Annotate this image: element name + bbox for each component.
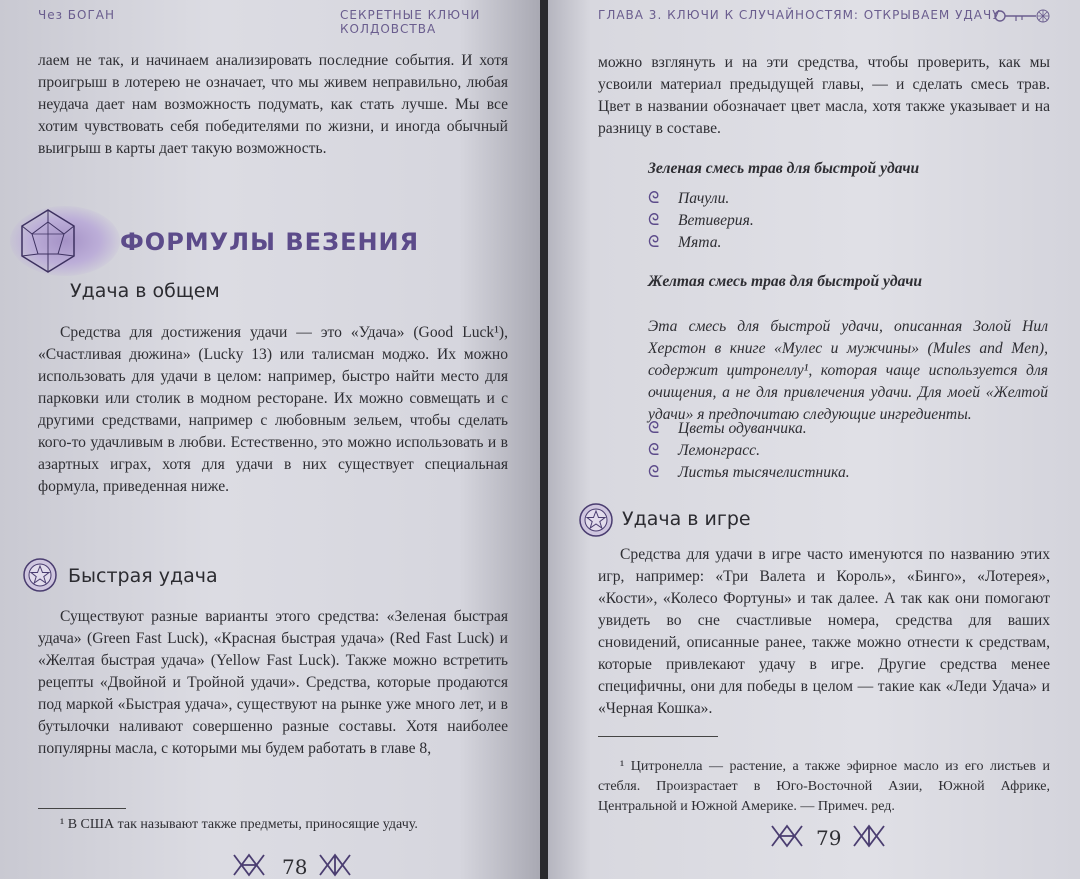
green-ingredients-list: [648, 188, 754, 254]
swirl-bullet-icon: ᘓ: [648, 442, 660, 459]
list-item: ᘓ Листья тысячелистника.: [648, 462, 850, 484]
page-number-left: 78: [282, 855, 308, 879]
footnote-divider: [598, 736, 718, 737]
swirl-bullet-icon: ᘓ: [648, 234, 660, 251]
right-intro-paragraph: можно взглянуть и на эти средства, чтобы проверить, как мы усвоили материал предыдущей главы, — и сделать смесь трав. Цвет в названии обозначает цвет масла, хотя также указывает и на разницу в составе.: [598, 54, 1050, 137]
yellow-recipe-text: Эта смесь для быстрой удачи, описанная Золой Нил Херстон в книге «Мулес и мужчины» (Mules and Men), содержит цитронеллу¹, которая чаще используется для очищения, а не для привлечения удачи. Для моей «Желтой удачи» я предпочитаю следующие ингредиенты.: [648, 317, 1048, 423]
list-item: ᘓ Цветы одуванчика.: [648, 418, 850, 440]
running-book-title: СЕКРЕТНЫЕ КЛЮЧИ КОЛДОВСТВА: [340, 8, 481, 36]
rune-ornament-icon: [232, 853, 266, 877]
footnote-right: ¹ Цитронелла — растение, а также эфирное масло из его листьев и стебля. Произрастает в Юго-Восточной Азии, Южной Африке, Центральной и Южной Америке. — Примеч. ред.: [598, 759, 1050, 814]
footnote-divider: [38, 808, 126, 809]
rune-ornament-icon: [852, 824, 886, 848]
fast-luck-paragraph: Существуют разные варианты этого средства: «Зеленая быстрая удача» (Green Fast Luck), «Красная быстрая удача» (Red Fast Luck) и «Желтая быстрая удача» (Yellow Fast Luck). Также можно встретить рецепты «Двойной и Тройной удачи». Средства, которые продаются под маркой «Быстрая удача», существуют на рынке уже много лет, и в бутылочки наливают совершенно разные составы. Хотя наиболее популярны масла, с которыми мы будем работать в главе 8,: [38, 608, 508, 757]
list-item: ᘓ Ветиверия.: [648, 210, 754, 232]
swirl-bullet-icon: ᘓ: [648, 190, 660, 207]
left-intro: [38, 50, 508, 160]
rune-ornament-icon: [318, 853, 352, 877]
running-author: Чез БОГАН: [38, 8, 116, 22]
game-luck-text: [598, 544, 1050, 720]
general-luck-text: [38, 322, 508, 498]
star-badge-icon: [22, 557, 58, 593]
section-header: [10, 206, 510, 276]
green-recipe-title: Зеленая смесь трав для быстрой удачи: [648, 160, 920, 177]
list-item: ᘓ Мята.: [648, 232, 754, 254]
heading-fast-luck: Быстрая удача: [68, 565, 218, 587]
list-item: ᘓ Пачули.: [648, 188, 754, 210]
yellow-recipe-title: Желтая смесь трав для быстрой удачи: [648, 273, 923, 290]
list-item: ᘓ Лемонграсс.: [648, 440, 850, 462]
key-icon: [992, 6, 1052, 26]
rune-ornament-icon: [770, 824, 804, 848]
fast-luck-text: [38, 606, 508, 760]
running-chapter: ГЛАВА 3. КЛЮЧИ К СЛУЧАЙНОСТЯМ: ОТКРЫВАЕМ УДАЧУ: [598, 8, 1001, 22]
footnote-left: ¹ В США так называют также предметы, приносящие удачу.: [60, 817, 418, 832]
general-luck-paragraph: Средства для достижения удачи — это «Удача» (Good Luck¹), «Счастливая дюжина» (Lucky 13) или талисман моджо. Их можно использовать для удачи в целом: например, быстро найти место для парковки или столик в модном ресторане. Их можно совмещать и с другими средствами, например с любовным зельем, чтобы сделать кого-то удачливым в любви. Естественно, это можно использовать и в азартных играх, хотя для удачи в них существует специальная формула, приведенная ниже.: [38, 324, 508, 495]
heading-game-luck: Удача в игре: [622, 508, 751, 530]
swirl-bullet-icon: ᘓ: [648, 420, 660, 437]
heading-general-luck: Удача в общем: [70, 280, 220, 302]
page-number-right: 79: [816, 826, 842, 850]
yellow-ingredients-list: [648, 418, 850, 484]
swirl-bullet-icon: ᘓ: [648, 464, 660, 481]
intro-paragraph: лаем не так, и начинаем анализировать последние события. И хотя проигрыш в лотерею не означает, что мы живем неправильно, любая неудача дает нам возможность подумать, как стать лучше. Мы все хотим чувствовать себя победителями по жизни, и иногда обычный выигрыш в карты дает такую возможность.: [38, 52, 508, 157]
game-luck-paragraph: Средства для удачи в игре часто именуются по названию этих игр, например: «Три Валета и Король», «Бинго», «Лотерея», «Кости», «Колесо Фортуны» и так далее. А так как они помогают увидеть во сне счастливые номера, средства для ваших сновидений, описанные ранее, также можно отнести к средствам, которые привлекают удачу в игре. Другие средства менее специфичны, они для победы в целом — такие как «Леди Удача» и «Черная Кошка».: [598, 546, 1050, 717]
right-page: [548, 0, 1080, 879]
gem-icon: [18, 208, 78, 274]
swirl-bullet-icon: ᘓ: [648, 212, 660, 229]
star-badge-icon: [578, 502, 614, 538]
right-intro: [598, 52, 1050, 140]
section-title: ФОРМУЛЫ ВЕЗЕНИЯ: [120, 228, 420, 256]
